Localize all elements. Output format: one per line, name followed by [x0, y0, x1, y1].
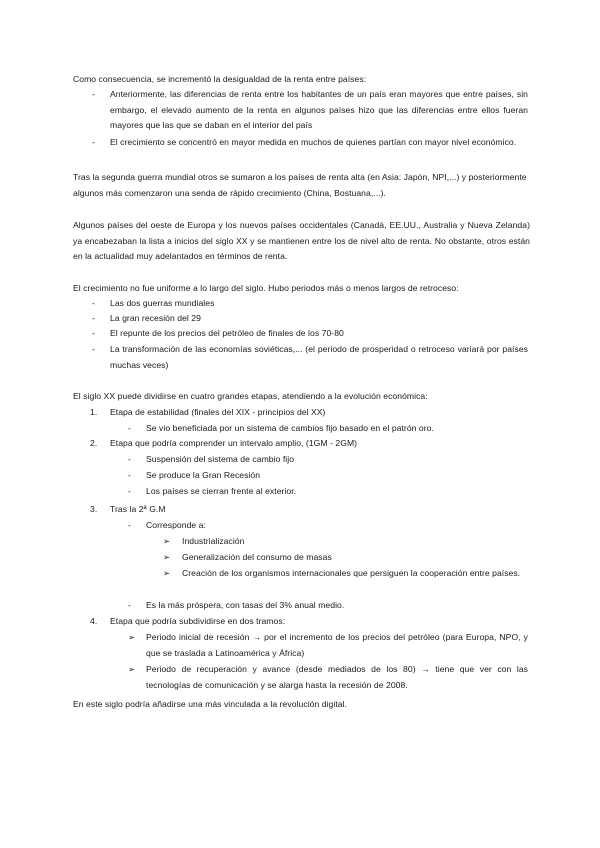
- sub-item: Es la más próspera, con tasas del 3% anual medio.: [146, 600, 345, 610]
- sub-item: Los países se cierran frente al exterior.: [146, 486, 297, 496]
- paragraph-digital: En este siglo podría añadirse una más vinculada a la revolución digital.: [73, 699, 347, 709]
- dash-bullet: -: [128, 520, 131, 530]
- dash-bullet: -: [92, 137, 95, 147]
- list-item: La gran recesión del 29: [110, 313, 201, 323]
- sub-sub-item: Industrialización: [182, 536, 245, 546]
- sub-sub-item: Creación de los organismos internacionales que persiguen la cooperación entre países.: [182, 568, 521, 578]
- arrow-bullet-icon: ➢: [128, 664, 136, 674]
- paragraph-postwar: Tras la segunda guerra mundial otros se sumaron a los países de renta alta (en Asia: Japón, NPI,...) y posteriormente algunos más comenzaron una senda de rápido crecimiento (China, Bostuana,...).: [73, 172, 527, 198]
- sub-item: Corresponde a:: [146, 520, 206, 530]
- list-number: 1.: [90, 407, 98, 417]
- stage-item: Tras la 2ª G.M: [110, 504, 166, 514]
- arrow-bullet-icon: ➢: [163, 568, 171, 578]
- dash-bullet: -: [128, 600, 131, 610]
- sub-item: Suspensión del sistema de cambio fijo: [146, 454, 295, 464]
- list-number: 2.: [90, 438, 98, 448]
- stage-item: Etapa de estabilidad (finales del XIX - principios del XX): [110, 407, 326, 417]
- dash-bullet: -: [128, 454, 131, 464]
- paragraph-western-countries: Algunos países del oeste de Europa y los nuevos países occidentales (Canadá, EE.UU., Australia y Nueva Zelanda) ya encabezaban la lista a inicios del siglo XX y se mantienen entre los de nivel alto de renta. No obstante, otros están en la actualidad muy adelantados en términos de renta.: [73, 220, 530, 262]
- dash-bullet: -: [92, 313, 95, 323]
- paragraph-growth: El crecimiento no fue uniforme a lo largo del siglo. Hubo periodos más o menos largos de retroceso:: [73, 283, 459, 293]
- dash-bullet: -: [92, 328, 95, 338]
- arrow-bullet-icon: ➢: [163, 552, 171, 562]
- list-item: Las dos guerras mundiales: [110, 298, 215, 308]
- dash-bullet: -: [128, 423, 131, 433]
- list-number: 4.: [90, 616, 98, 626]
- dash-bullet: -: [92, 344, 95, 354]
- paragraph-inequality: Como consecuencia, se incrementó la desigualdad de la renta entre países:: [73, 74, 367, 84]
- sub-item: Periodo inicial de recesión → por el incremento de los precios del petróleo (para Europa, NPO, y que se traslada a Latinoamérica y África): [146, 632, 528, 658]
- sub-sub-item: Generalización del consumo de masas: [182, 552, 332, 562]
- list-number: 3.: [90, 504, 98, 514]
- sub-item: Se produce la Gran Recesión: [146, 470, 261, 480]
- dash-bullet: -: [92, 89, 95, 99]
- sub-item: Se vio beneficiada por un sistema de cambios fijo basado en el patrón oro.: [146, 423, 434, 433]
- dash-bullet: -: [128, 486, 131, 496]
- arrow-bullet-icon: ➢: [128, 632, 136, 642]
- list-item: El repunte de los precios del petróleo de finales de los 70-80: [110, 328, 344, 338]
- arrow-bullet-icon: ➢: [163, 536, 171, 546]
- list-item: Anteriormente, las diferencias de renta entre los habitantes de un país eran mayores que entre países, sin embargo, el elevado aumento de la renta en algunos países hizo que las diferencias entre ellos fueran mayores que las que se daban en el interior del país: [110, 89, 528, 131]
- paragraph-stages-intro: El siglo XX puede dividirse en cuatro grandes etapas, atendiendo a la evolución económica:: [73, 391, 428, 401]
- sub-item: Periodo de recuperación y avance (desde mediados de los 80) → tiene que ver con las tecnologías de comunicación y se alarga hasta la recesión de 2008.: [146, 664, 528, 690]
- stage-item: Etapa que podría subdividirse en dos tramos:: [110, 616, 286, 626]
- list-item: El crecimiento se concentró en mayor medida en muchos de quienes partían con mayor nivel económico.: [110, 137, 517, 147]
- list-item: La transformación de las economías soviéticas,... (el periodo de prosperidad o retroceso variará por países muchas veces): [110, 344, 528, 370]
- dash-bullet: -: [128, 470, 131, 480]
- dash-bullet: -: [92, 298, 95, 308]
- stage-item: Etapa que podría comprender un intervalo amplio, (1GM - 2GM): [110, 438, 358, 448]
